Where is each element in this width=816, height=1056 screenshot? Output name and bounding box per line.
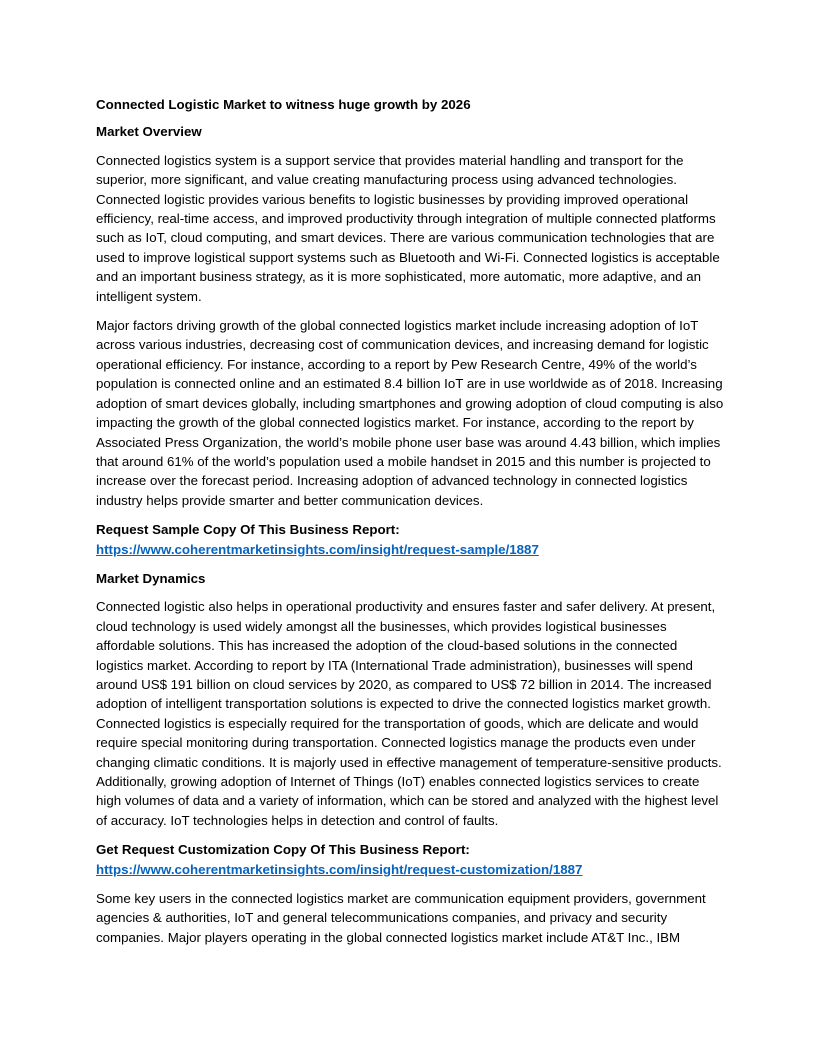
customization-request-label: Get Request Customization Copy Of This Business Report: (96, 842, 470, 858)
heading-market-overview: Market Overview (96, 124, 202, 140)
sample-request-block (96, 520, 724, 559)
paragraph-key-users: Some key users in the connected logistics market are communication equipment providers, government agencies & authorities, IoT and general telecommunications companies, and privacy and security companies. Major players operating in the global connected logistics market include AT&T Inc., IBM (96, 891, 706, 945)
document-body (96, 95, 724, 957)
paragraph-overview-2: Major factors driving growth of the global connected logistics market include increasing adoption of IoT across various industries, decreasing cost of communication devices, and increasing demand for logistic operational efficiency. For instance, according to a report by Pew Research Centre, 49% of the world’s population is connected online and an estimated 8.4 billion IoT are in use worldwide as of 2018. Increasing adoption of smart devices globally, including smartphones and growing adoption of cloud computing is also impacting the growth of the global connected logistics market. For instance, according to the report by Associated Press Organization, the world’s mobile phone user base was around 4.43 billion, which implies that around 61% of the world’s population used a mobile handset in 2015 and this number is projected to increase over the forecast period. Increasing adoption of advanced technology in connected logistics industry helps provide smarter and better communication devices. (96, 318, 724, 508)
customization-request-block (96, 840, 724, 879)
heading-market-dynamics: Market Dynamics (96, 570, 206, 586)
document-title: Connected Logistic Market to witness huge growth by 2026 (96, 97, 471, 112)
customization-request-link[interactable]: https://www.coherentmarketinsights.com/insight/request-customization/1887 (96, 861, 583, 877)
paragraph-dynamics: Connected logistic also helps in operational productivity and ensures faster and safer delivery. At present, cloud technology is used widely amongst all the businesses, which provides logistical businesses affordable solutions. This has increased the adoption of the cloud-based solutions in the connected logistics market. According to report by ITA (International Trade administration), businesses will spend around US$ 191 billion on cloud services by 2020, as compared to US$ 72 billion in 2014. The increased adoption of intelligent transportation solutions is expected to drive the connected logistics market growth. Connected logistics is especially required for the transportation of goods, which are delicate and would require special monitoring during transportation. Connected logistics manage the products even under changing climatic conditions. It is majorly used in effective management of temperature-sensitive products. Additionally, growing adoption of Internet of Things (IoT) enables connected logistics services to create high volumes of data and a variety of information, which can be stored and analyzed with the highest level of accuracy. IoT technologies helps in detection and control of faults. (96, 599, 722, 828)
paragraph-overview-1: Connected logistics system is a support service that provides material handling and transport for the superior, more significant, and value creating manufacturing process using advanced technologies. Connected logistic provides various benefits to logistic businesses by providing improved operational efficiency, real-time access, and improved productivity through integration of multiple connected platforms such as IoT, cloud computing, and smart devices. There are various communication technologies that are used to improve logistical support systems such as Bluetooth and Wi-Fi. Connected logistics is acceptable and an important business strategy, as it is more sophisticated, more automatic, more adaptive, and an intelligent system. (96, 152, 720, 304)
sample-request-label: Request Sample Copy Of This Business Report: (96, 522, 400, 538)
sample-request-link[interactable]: https://www.coherentmarketinsights.com/insight/request-sample/1887 (96, 541, 539, 557)
